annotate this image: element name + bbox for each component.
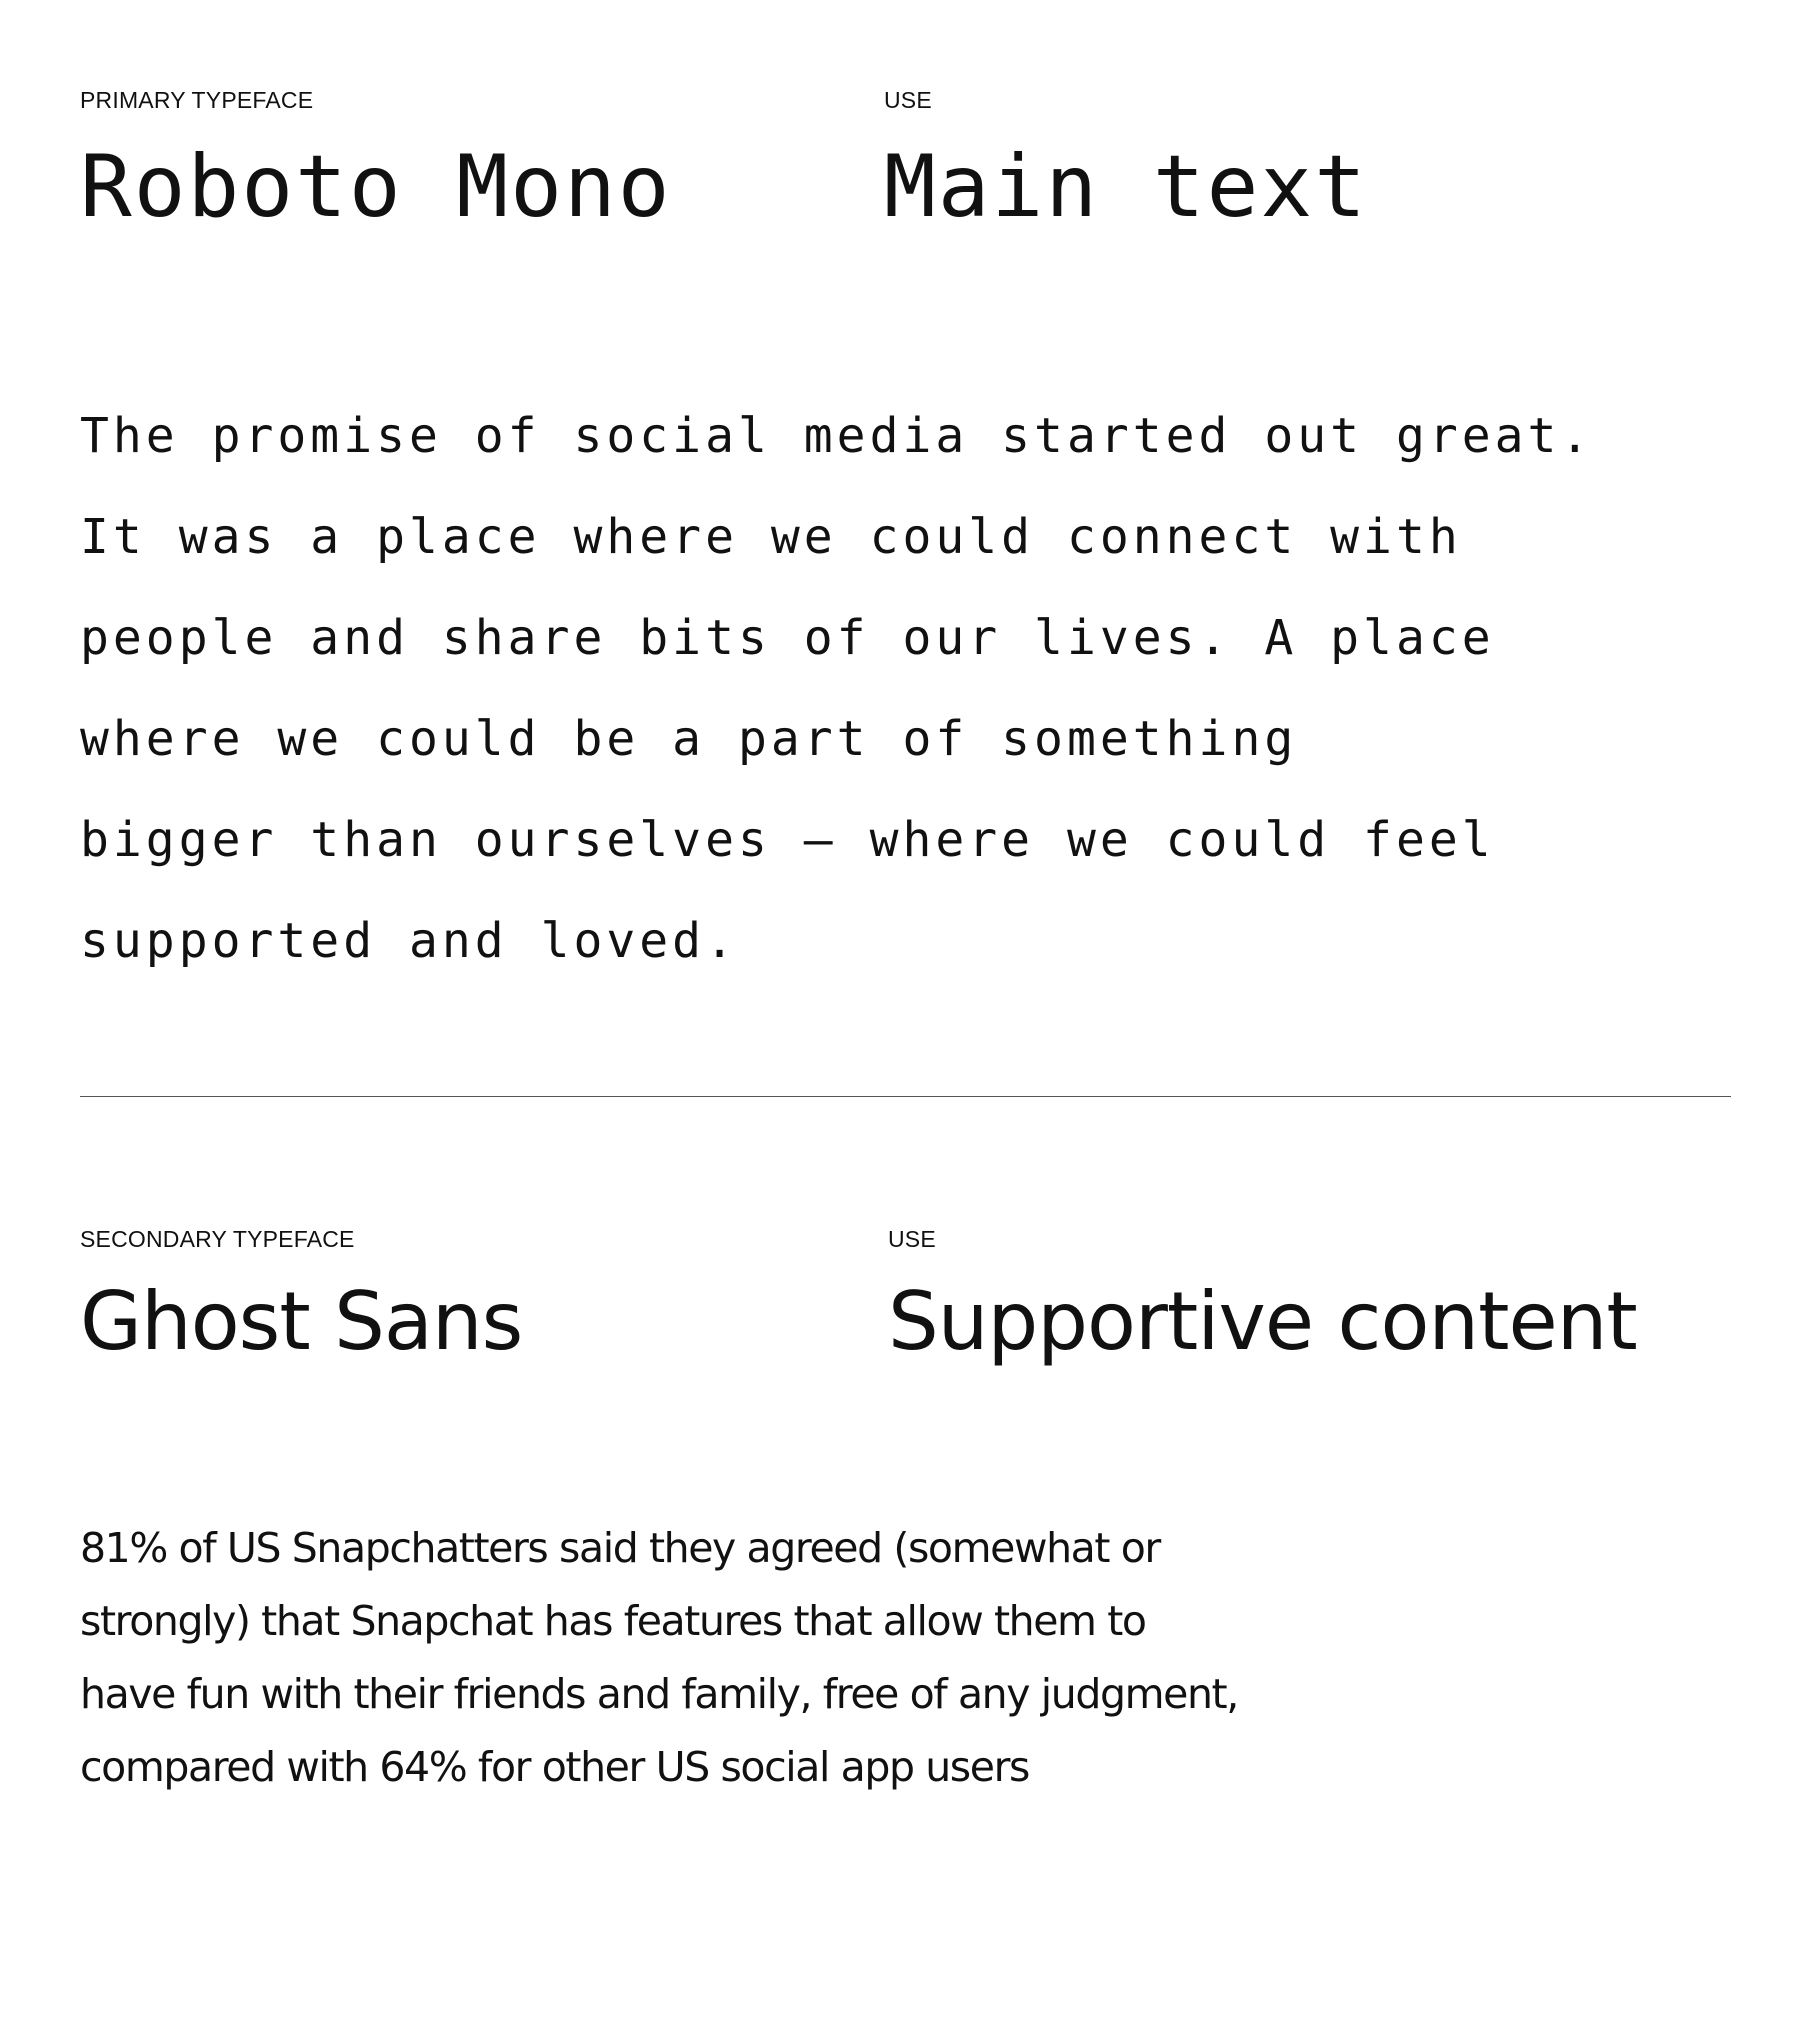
- primary-sample-line: bigger than ourselves – where we could feel: [80, 812, 1495, 868]
- primary-typeface-label: PRIMARY TYPEFACE: [80, 87, 314, 113]
- secondary-use-label: USE: [888, 1226, 936, 1252]
- secondary-sample-line: 81% of US Snapchatters said they agreed (somewhat or: [80, 1524, 1160, 1572]
- secondary-typeface-name: Ghost Sans: [80, 1275, 523, 1368]
- primary-sample-line: people and share bits of our lives. A place: [80, 610, 1495, 666]
- secondary-sample-line: have fun with their friends and family, free of any judgment,: [80, 1670, 1238, 1718]
- secondary-sample-paragraph: [80, 1512, 1480, 1804]
- primary-typeface-name: Roboto Mono: [80, 137, 672, 237]
- primary-use-value: Main text: [884, 137, 1368, 237]
- primary-use-label: USE: [884, 87, 932, 113]
- primary-sample-line: supported and loved.: [80, 913, 738, 969]
- primary-sample-line: The promise of social media started out great.: [80, 408, 1594, 464]
- primary-sample-paragraph: [80, 386, 1760, 992]
- secondary-use-value: Supportive content: [888, 1275, 1637, 1368]
- secondary-sample-line: strongly) that Snapchat has features that allow them to: [80, 1597, 1146, 1645]
- secondary-sample-line: compared with 64% for other US social app users: [80, 1743, 1029, 1791]
- secondary-typeface-label: SECONDARY TYPEFACE: [80, 1226, 355, 1252]
- primary-sample-line: It was a place where we could connect with: [80, 509, 1462, 565]
- primary-sample-line: where we could be a part of something: [80, 711, 1298, 767]
- section-divider: [80, 1096, 1731, 1097]
